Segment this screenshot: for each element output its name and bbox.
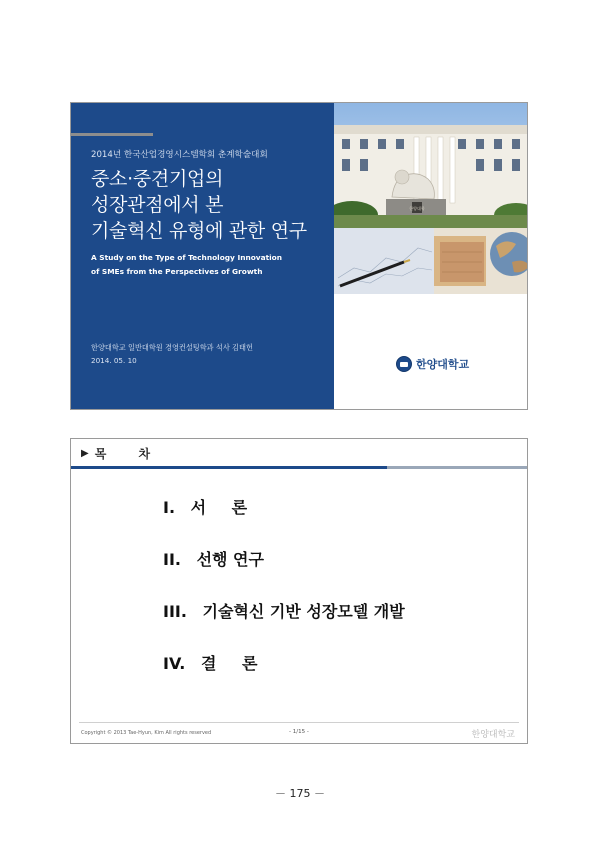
header-bar-gray bbox=[387, 466, 527, 469]
author-block bbox=[91, 341, 253, 367]
toc-number: I. bbox=[163, 498, 176, 517]
image-panel bbox=[334, 103, 528, 409]
toc-number: III. bbox=[163, 602, 187, 621]
toc-list bbox=[163, 495, 405, 703]
english-title-line: A Study on the Type of Technology Innovation bbox=[91, 253, 283, 262]
toc-text: 기술혁신 기반 성장모델 개발 bbox=[202, 602, 405, 621]
title-panel bbox=[71, 103, 334, 409]
toc-item bbox=[163, 547, 405, 599]
toc-text: 서 론 bbox=[190, 498, 258, 517]
triangle-right-icon: ▶ bbox=[81, 448, 89, 459]
accent-line bbox=[71, 133, 153, 136]
slide-page-number: - 1/15 - bbox=[289, 729, 309, 735]
title-line: 성장관점에서 본 bbox=[91, 194, 224, 216]
toc-item bbox=[163, 495, 405, 547]
toc-text: 선행 연구 bbox=[196, 550, 264, 569]
university-emblem-icon bbox=[396, 356, 412, 372]
english-title bbox=[91, 251, 282, 279]
footer-logo-text: 한양대학교 bbox=[471, 730, 515, 740]
copyright-text: Copyright © 2013 Tae-Hyun, Kim All rights reserved bbox=[81, 730, 212, 736]
campus-building-photo bbox=[334, 103, 528, 228]
university-logo bbox=[396, 356, 469, 372]
toc-header-text: 목 차 bbox=[94, 447, 165, 461]
title-line: 기술혁신 유형에 관한 연구 bbox=[91, 220, 307, 242]
photo-sign-text: 한양대학 bbox=[409, 206, 425, 211]
toc-slide bbox=[70, 438, 528, 744]
toc-number: II. bbox=[163, 550, 181, 569]
toc-number: IV. bbox=[163, 654, 186, 673]
author-name: 한양대학교 일반대학원 경영컨설팅학과 석사 김태헌 bbox=[91, 343, 253, 352]
presentation-date: 2014. 05. 10 bbox=[91, 356, 137, 365]
business-documents-photo bbox=[334, 228, 528, 294]
toc-header bbox=[81, 445, 164, 462]
toc-text: 결 론 bbox=[200, 654, 268, 673]
title-line: 중소·중견기업의 bbox=[91, 168, 224, 190]
title-slide bbox=[70, 102, 528, 410]
toc-item bbox=[163, 651, 405, 703]
document-page-number: － 175 － bbox=[275, 787, 325, 800]
english-title-line: of SMEs from the Perspectives of Growth bbox=[91, 267, 263, 276]
header-bar-blue bbox=[71, 466, 387, 469]
presentation-title bbox=[91, 166, 331, 244]
footer-divider bbox=[79, 722, 519, 723]
toc-item bbox=[163, 599, 405, 651]
conference-name: 2014년 한국산업경영시스템학회 춘계학술대회 bbox=[91, 150, 268, 160]
university-logo-text: 한양대학교 bbox=[416, 358, 470, 371]
